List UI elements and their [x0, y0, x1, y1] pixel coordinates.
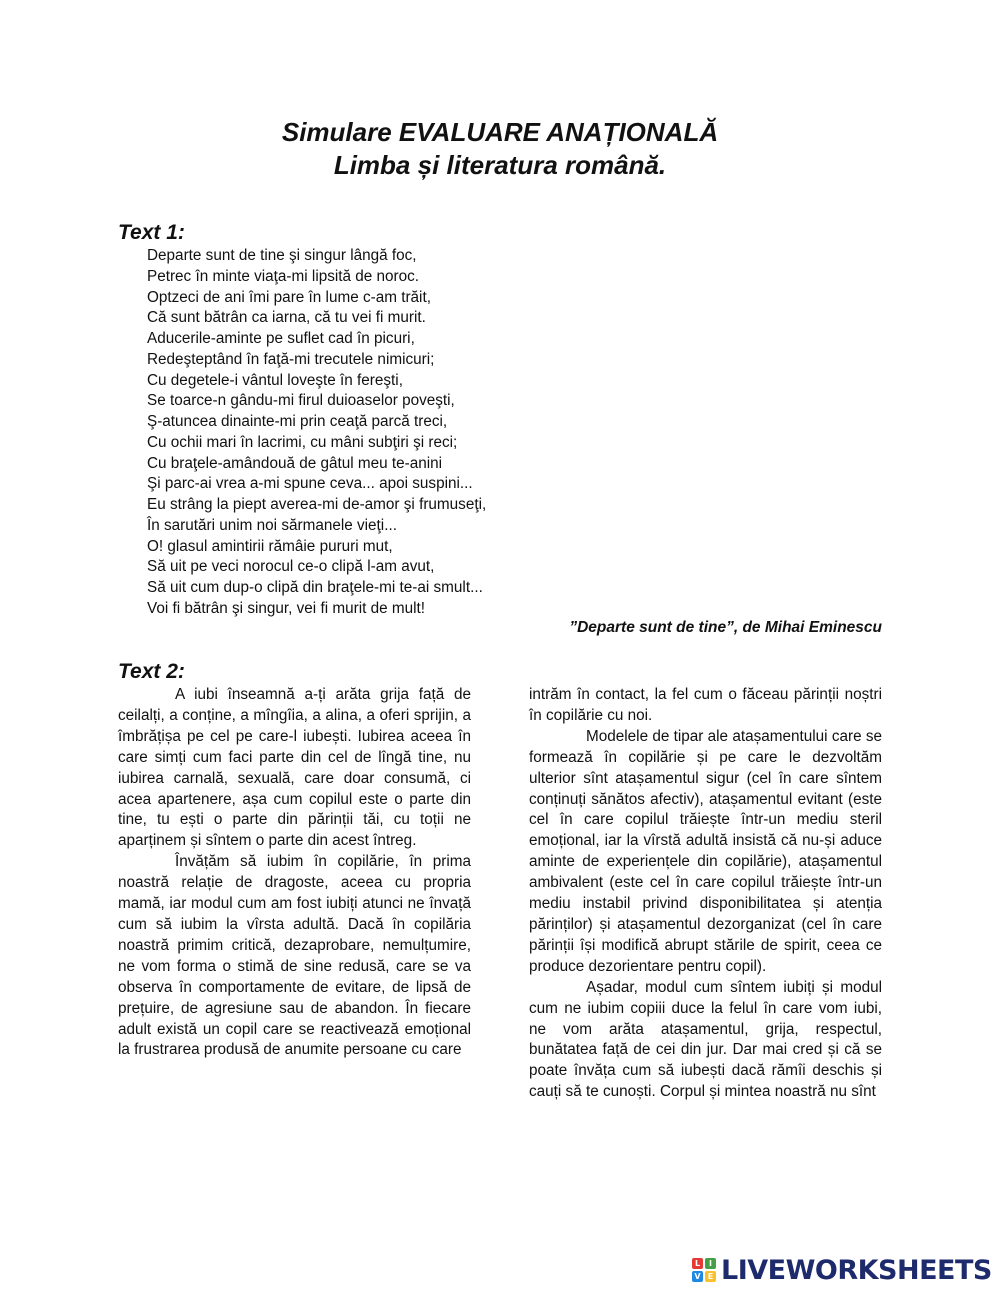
poem-line: Eu strâng la piept averea-mi de-amor şi frumuseţi,	[147, 496, 487, 513]
poem-line: Se toarce-n gându-mi firul duioaselor poveşti,	[147, 392, 455, 410]
paragraph: intrăm în contact, la fel cum o făceau părinții noștri în copilărie cu noi.	[529, 686, 882, 724]
liveworksheets-logo[interactable]	[692, 1256, 992, 1284]
page-title	[0, 116, 1000, 182]
text1-heading: Text 1:	[118, 221, 185, 244]
paragraph: Modelele de tipar ale atașamentului care se formează în copilărie și pe care le dezvoltăm ulterior sînt atașamentul sigur (cel în care sîntem conținuți sănătos afectiv), atașamentul evitant (este cel în care copilul trăiește într-un mediu steril emoțional, iar la vîrstă adultă insistă că nu-și aduce aminte de experiențele din copilărie), atașamentul ambivalent (este cel în care copilul trăiește într-un mediu instabil privind disponibilitatea și atenția părinților) și atașamentul dezorganizat (cel în care părinții își modifică abrupt stările de spirit, ceea ce produce dezorientare pentru copil).	[529, 727, 882, 975]
poem-line: Departe sunt de tine şi singur lângă foc,	[147, 247, 417, 264]
logo-mark-letter: V	[692, 1271, 703, 1282]
poem-line: Optzeci de ani îmi pare în lume c-am trăit,	[147, 288, 431, 306]
poem	[147, 246, 486, 620]
poem-line: Să uit cum dup-o clipă din braţele-mi te-ai smult...	[147, 579, 483, 596]
poem-line: Petrec în minte viaţa-mi lipsită de noroc.	[147, 267, 420, 285]
poem-line: Că sunt bătrân ca iarna, că tu vei fi murit.	[147, 309, 426, 327]
poem-line: Cu degetele-i vântul loveşte în fereşti,	[147, 371, 403, 389]
poem-line: Cu braţele-amândouă de gâtul meu te-anini	[147, 454, 443, 472]
poem-line: Aducerile-aminte pe suflet cad în picuri,	[147, 330, 415, 347]
logo-mark-letter: I	[705, 1258, 716, 1269]
text2-heading: Text 2:	[118, 660, 185, 683]
poem-line: Să uit pe veci norocul ce-o clipă l-am avut,	[147, 558, 435, 576]
logo-mark-letter: E	[705, 1271, 716, 1282]
poem-line: Voi fi bătrân şi singur, vei fi murit de mult!	[147, 599, 426, 617]
logo-text: LIVEWORKSHEETS	[721, 1254, 992, 1286]
paragraph: Învățăm să iubim în copilărie, în prima noastră relație de dragoste, aceea cu propria mamă, iar modul cum am fost iubiți atunci ne învață cum să iubim la vîrsta adultă. Dacă în copilăria noastră primim critică, dezaprobare, nemulțumire, ne vom forma o stimă de sine redusă, care se va observa în comportamente de evitare, de lipsă de prețuire, de agresiune sau de abandon. În fiecare adult există un copil care se reactivează emoțional la frustrarea produsă de anumite persoane cu care	[118, 853, 471, 1059]
poem-line: Şi parc-ai vrea a-mi spune ceva... apoi suspini...	[147, 475, 473, 493]
paragraph: A iubi înseamnă a-ți arăta grija față de ceilalți, a conține, a mîngîia, a alina, a oferi sprijin, a îmbrățișa pe cel pe care-l iubești. Iubirea aceea în care simți cum faci parte din cel de lîngă tine, nu iubirea carnală, sexuală, care doar consumă, ci acea apartenere, așa cum copilul este o parte din tine, tu ești o parte din părinții tăi, cu toții ne aparținem și sîntem o parte din acest întreg.	[118, 686, 471, 850]
poem-line: În sarutări unim noi sărmanele vieţi...	[147, 516, 397, 534]
poem-attribution: ”Departe sunt de tine”, de Mihai Eminescu	[569, 619, 882, 636]
poem-line: Cu ochii mari în lacrimi, cu mâni subţiri şi reci;	[147, 433, 458, 451]
poem-line: O! glasul amintirii rămâie pururi mut,	[147, 537, 393, 555]
text2-left-column	[118, 685, 471, 1061]
logo-mark-icon	[692, 1258, 716, 1282]
text2-right-column	[529, 685, 882, 1103]
title-line-2: Limba și literatura română.	[333, 150, 667, 180]
paragraph: Așadar, modul cum sîntem iubiți și modul cum ne iubim copiii duce la felul în care vom iubi, ne vom arăta atașamentul, grija, respectul, bunătatea față de cei din jur. Dar mai cred și că se poate învăța cum să iubești dacă rămîi deschis și cauți să te cunoști. Corpul și mintea noastră nu sînt	[529, 978, 882, 1101]
poem-line: Ş-atuncea dinainte-mi prin ceaţă parcă treci,	[147, 413, 448, 430]
poem-line: Redeşteptând în faţă-mi trecutele nimicuri;	[147, 350, 435, 368]
logo-mark-letter: L	[692, 1258, 703, 1269]
title-line-1: Simulare EVALUARE ANAȚIONALĂ	[281, 117, 719, 147]
